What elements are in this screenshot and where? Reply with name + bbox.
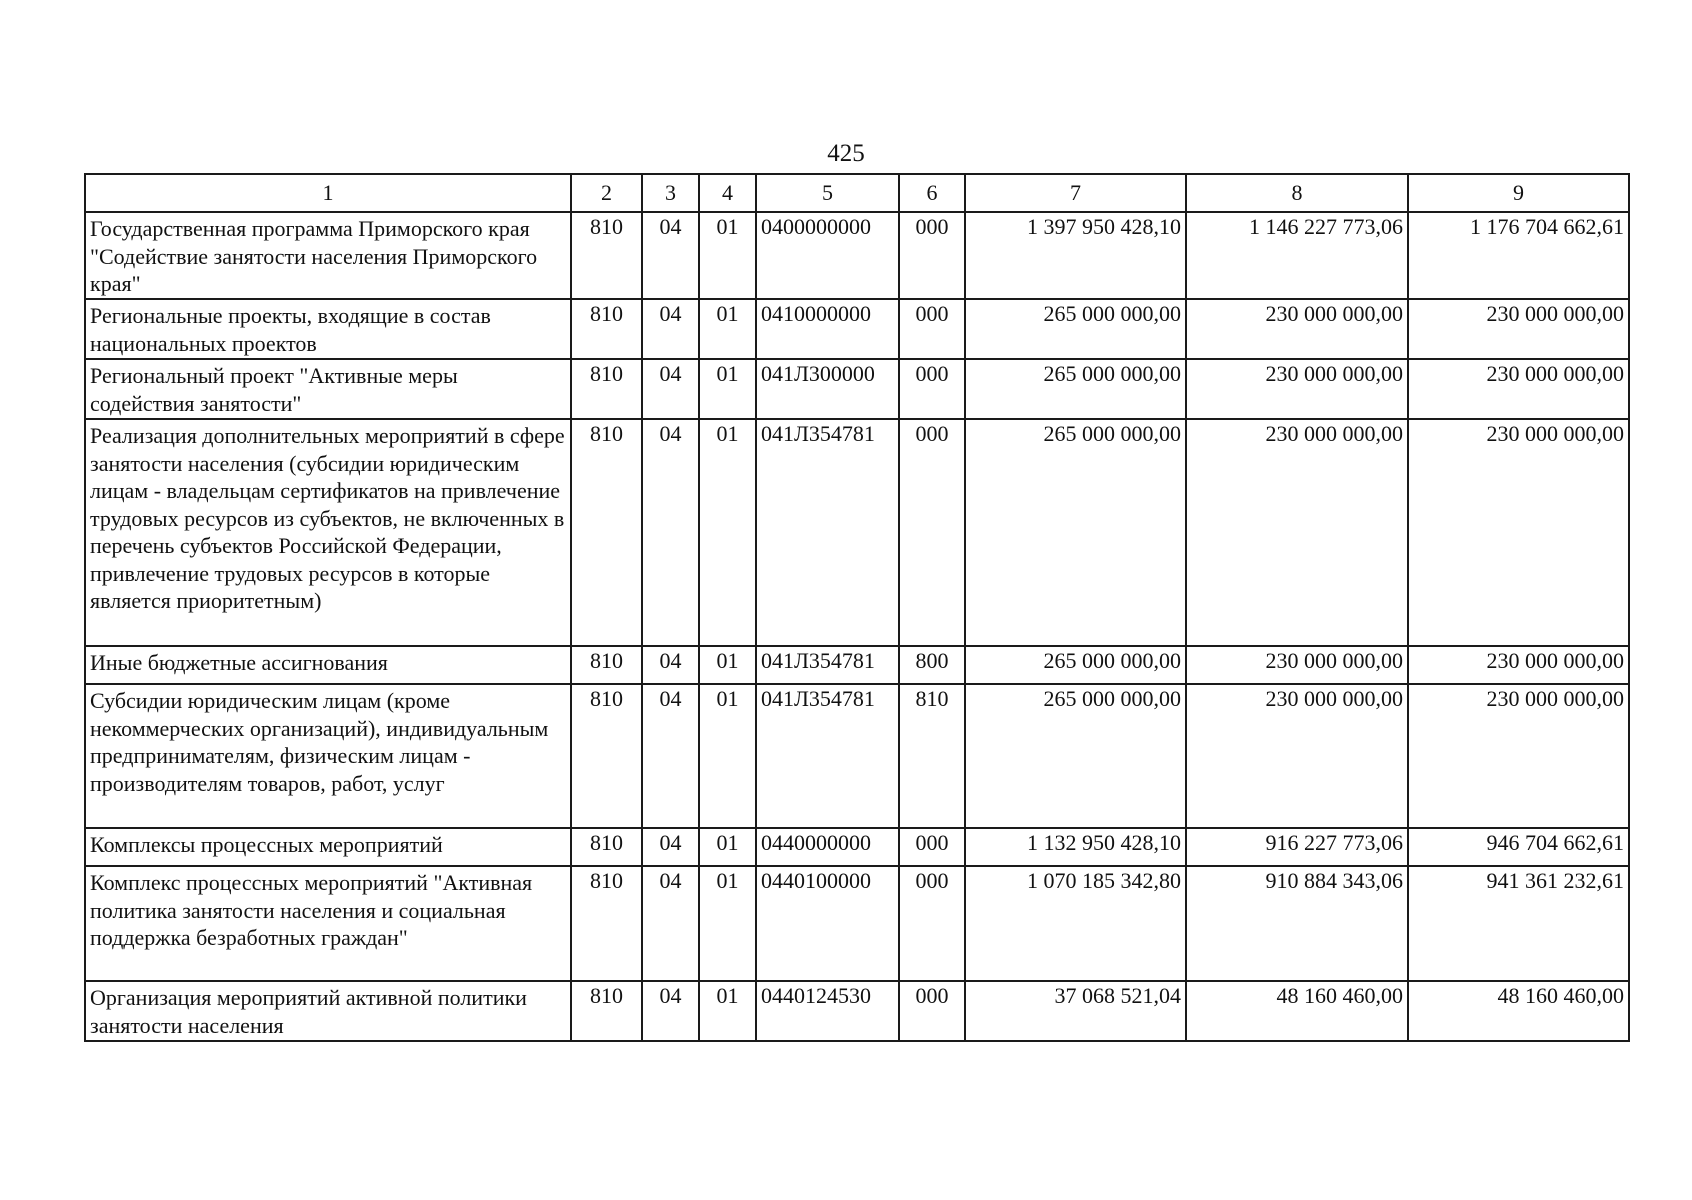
column-header: 8 <box>1186 174 1408 212</box>
cell-c3: 04 <box>642 359 699 419</box>
cell-c8: 916 227 773,06 <box>1186 828 1408 866</box>
cell-c5: 041Л354781 <box>756 684 899 828</box>
cell-c6: 000 <box>899 828 965 866</box>
table-row <box>85 212 1629 299</box>
column-header: 5 <box>756 174 899 212</box>
cell-c7: 265 000 000,00 <box>965 299 1186 359</box>
cell-c5: 0440100000 <box>756 866 899 981</box>
cell-c6: 000 <box>899 866 965 981</box>
cell-c2: 810 <box>571 299 642 359</box>
cell-c8: 230 000 000,00 <box>1186 684 1408 828</box>
table-row <box>85 866 1629 981</box>
cell-c2: 810 <box>571 646 642 684</box>
cell-c8: 230 000 000,00 <box>1186 299 1408 359</box>
cell-c4: 01 <box>699 212 756 299</box>
cell-c5: 041Л354781 <box>756 419 899 646</box>
row-name: Реализация дополнительных мероприятий в сфере занятости населения (субсидии юридическим лицам - владельцам сертификатов на привлечение трудовых ресурсов из субъектов, не включенных в перечень субъектов Российской Федерации, привлечение трудовых ресурсов в которые является приоритетным) <box>85 419 571 646</box>
cell-c9: 230 000 000,00 <box>1408 684 1629 828</box>
header-row <box>85 174 1629 212</box>
cell-c6: 810 <box>899 684 965 828</box>
cell-c2: 810 <box>571 212 642 299</box>
cell-c7: 265 000 000,00 <box>965 419 1186 646</box>
cell-c5: 0400000000 <box>756 212 899 299</box>
cell-c6: 000 <box>899 299 965 359</box>
cell-c2: 810 <box>571 828 642 866</box>
cell-c6: 800 <box>899 646 965 684</box>
cell-c3: 04 <box>642 981 699 1041</box>
cell-c3: 04 <box>642 684 699 828</box>
column-header: 3 <box>642 174 699 212</box>
cell-c7: 1 070 185 342,80 <box>965 866 1186 981</box>
cell-c7: 265 000 000,00 <box>965 359 1186 419</box>
cell-c9: 230 000 000,00 <box>1408 419 1629 646</box>
cell-c2: 810 <box>571 419 642 646</box>
cell-c5: 0440000000 <box>756 828 899 866</box>
cell-c3: 04 <box>642 299 699 359</box>
row-name: Иные бюджетные ассигнования <box>85 646 571 684</box>
cell-c4: 01 <box>699 646 756 684</box>
cell-c2: 810 <box>571 684 642 828</box>
cell-c2: 810 <box>571 981 642 1041</box>
cell-c9: 1 176 704 662,61 <box>1408 212 1629 299</box>
cell-c9: 230 000 000,00 <box>1408 359 1629 419</box>
column-header: 6 <box>899 174 965 212</box>
row-name: Региональные проекты, входящие в состав национальных проектов <box>85 299 571 359</box>
column-header: 2 <box>571 174 642 212</box>
cell-c7: 37 068 521,04 <box>965 981 1186 1041</box>
cell-c8: 910 884 343,06 <box>1186 866 1408 981</box>
row-name: Государственная программа Приморского края "Содействие занятости населения Приморского края" <box>85 212 571 299</box>
cell-c9: 230 000 000,00 <box>1408 299 1629 359</box>
column-header: 7 <box>965 174 1186 212</box>
cell-c4: 01 <box>699 866 756 981</box>
cell-c3: 04 <box>642 828 699 866</box>
cell-c4: 01 <box>699 299 756 359</box>
cell-c8: 230 000 000,00 <box>1186 359 1408 419</box>
cell-c2: 810 <box>571 359 642 419</box>
table-row <box>85 299 1629 359</box>
table-row <box>85 828 1629 866</box>
cell-c7: 1 397 950 428,10 <box>965 212 1186 299</box>
cell-c5: 041Л300000 <box>756 359 899 419</box>
row-name: Комплексы процессных мероприятий <box>85 828 571 866</box>
page-number: 425 <box>827 140 865 167</box>
cell-c6: 000 <box>899 212 965 299</box>
table-row <box>85 359 1629 419</box>
cell-c6: 000 <box>899 419 965 646</box>
cell-c8: 230 000 000,00 <box>1186 646 1408 684</box>
row-name: Региональный проект "Активные меры содействия занятости" <box>85 359 571 419</box>
cell-c2: 810 <box>571 866 642 981</box>
cell-c5: 0410000000 <box>756 299 899 359</box>
cell-c4: 01 <box>699 828 756 866</box>
row-name: Организация мероприятий активной политики занятости населения <box>85 981 571 1041</box>
cell-c8: 230 000 000,00 <box>1186 419 1408 646</box>
row-name: Комплекс процессных мероприятий "Активная политика занятости населения и социальная поддержка безработных граждан" <box>85 866 571 981</box>
cell-c6: 000 <box>899 981 965 1041</box>
cell-c5: 041Л354781 <box>756 646 899 684</box>
cell-c3: 04 <box>642 212 699 299</box>
column-header: 9 <box>1408 174 1629 212</box>
column-header: 4 <box>699 174 756 212</box>
cell-c7: 265 000 000,00 <box>965 646 1186 684</box>
table-row <box>85 981 1629 1041</box>
table-row <box>85 419 1629 646</box>
table-row <box>85 684 1629 828</box>
cell-c5: 0440124530 <box>756 981 899 1041</box>
cell-c9: 230 000 000,00 <box>1408 646 1629 684</box>
cell-c4: 01 <box>699 359 756 419</box>
cell-c7: 1 132 950 428,10 <box>965 828 1186 866</box>
cell-c9: 941 361 232,61 <box>1408 866 1629 981</box>
cell-c7: 265 000 000,00 <box>965 684 1186 828</box>
cell-c3: 04 <box>642 866 699 981</box>
cell-c8: 48 160 460,00 <box>1186 981 1408 1041</box>
row-name: Субсидии юридическим лицам (кроме некоммерческих организаций), индивидуальным предпринимателям, физическим лицам - производителям товаров, работ, услуг <box>85 684 571 828</box>
cell-c3: 04 <box>642 419 699 646</box>
column-header: 1 <box>85 174 571 212</box>
cell-c4: 01 <box>699 684 756 828</box>
cell-c9: 48 160 460,00 <box>1408 981 1629 1041</box>
cell-c4: 01 <box>699 419 756 646</box>
budget-table <box>84 173 1630 1042</box>
cell-c6: 000 <box>899 359 965 419</box>
cell-c9: 946 704 662,61 <box>1408 828 1629 866</box>
cell-c4: 01 <box>699 981 756 1041</box>
cell-c8: 1 146 227 773,06 <box>1186 212 1408 299</box>
table-row <box>85 646 1629 684</box>
cell-c3: 04 <box>642 646 699 684</box>
